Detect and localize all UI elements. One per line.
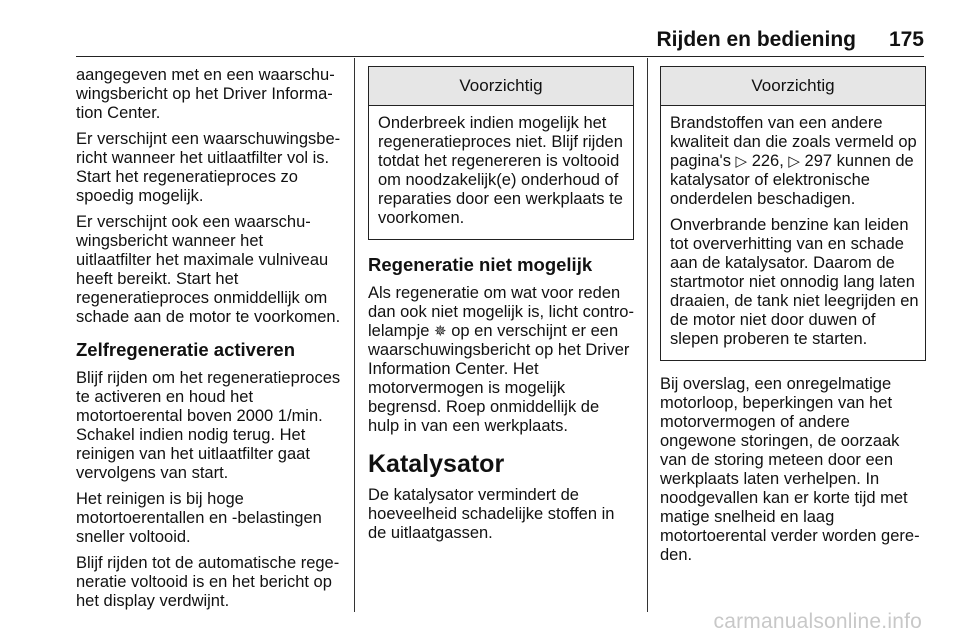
paragraph: Er verschijnt een waarschuwingsbericht wanneer het uitlaatfilter vol is. Start het regeneratieproces zo spoedig mogelijk. — [76, 130, 341, 205]
section-heading: Zelfregeneratie activeren — [76, 339, 296, 360]
page-header — [0, 0, 960, 58]
paragraph: aangegeven met en een waarschuwingsbericht op het Driver Information Center. — [76, 66, 335, 122]
section-heading: Regeneratie niet mogelijk — [368, 254, 593, 275]
caution-box — [368, 66, 634, 240]
caution-box — [660, 66, 926, 361]
section-title: Rijden en bediening — [656, 28, 856, 51]
page-reference-icon: ▷ — [788, 153, 800, 170]
column-left — [76, 66, 342, 618]
paragraph: Er verschijnt ook een waarschuwingsbericht wanneer het uitlaatfilter het maximale vulniveau heeft bereikt. Start het regeneratieproces onmiddellijk om schade aan de motor te voorkomen. — [76, 213, 341, 326]
caution-text: Onverbrande benzine kan leiden tot oververhitting van en schade aan de katalysator. Daarom de startmotor niet onnodig lang laten draaien, de tank niet leegrijden en de motor niet door duwen of slepen proberen te starten. — [670, 216, 919, 348]
section-heading: Katalysator — [368, 450, 505, 478]
watermark: carmanualsonline.info — [713, 610, 922, 633]
page-number: 175 — [888, 28, 924, 51]
caution-text: Brandstoffen van een andere kwaliteit dan die zoals vermeld op pagina's ▷ 226, ▷ 297 kunnen de katalysator of elektronische onderdelen beschadigen. — [670, 114, 917, 208]
caution-title: Voorzichtig — [369, 67, 633, 106]
paragraph: Blijf rijden tot de automatische regeneratie voltooid is en het bericht op het display verdwijnt. — [76, 554, 340, 610]
header-rule — [76, 56, 924, 57]
column-middle — [368, 66, 634, 550]
column-right — [660, 66, 926, 572]
paragraph: Het reinigen is bij hoge motortoerentallen en -belastingen sneller voltooid. — [76, 490, 322, 546]
caution-body — [369, 106, 633, 239]
column-divider — [354, 58, 355, 612]
paragraph: Blijf rijden om het regeneratieproces te activeren en houd het motortoerental boven 2000 1/min. Schakel indien nodig terug. Het reinigen van het uitlaatfilter gaat vervolgens van start. — [76, 369, 341, 482]
paragraph: Als regeneratie om wat voor reden dan ook niet mogelijk is, licht controlelampje ✵ op en verschijnt er een waarschuwingsbericht op het Driver Information Center. Het motorvermogen is mogelijk begrensd. Roep onmiddellijk de hulp in van een werkplaats. — [368, 284, 634, 435]
caution-title: Voorzichtig — [661, 67, 925, 106]
page-reference-icon: ▷ — [735, 153, 748, 170]
column-divider — [647, 58, 648, 612]
caution-text: Onderbreek indien mogelijk het regeneratieproces niet. Blijf rijden totdat het regenereren is voltooid om noodzakelijk(e) onderhoud of reparaties door een werkplaats te voorkomen. — [378, 114, 623, 227]
exhaust-filter-warning-icon: ✵ — [434, 323, 447, 340]
paragraph: Bij overslag, een onregelmatige motorloop, beperkingen van het motorvermogen of andere ongewone storingen, de oorzaak van de storing meteen door een werkplaats laten verhelpen. In noodgevallen kan er korte tijd met matige snelheid en laag motortoerental verder worden gereden. — [660, 375, 920, 564]
paragraph: De katalysator vermindert de hoeveelheid schadelijke stoffen in de uitlaatgassen. — [368, 486, 615, 542]
caution-body — [661, 106, 925, 360]
